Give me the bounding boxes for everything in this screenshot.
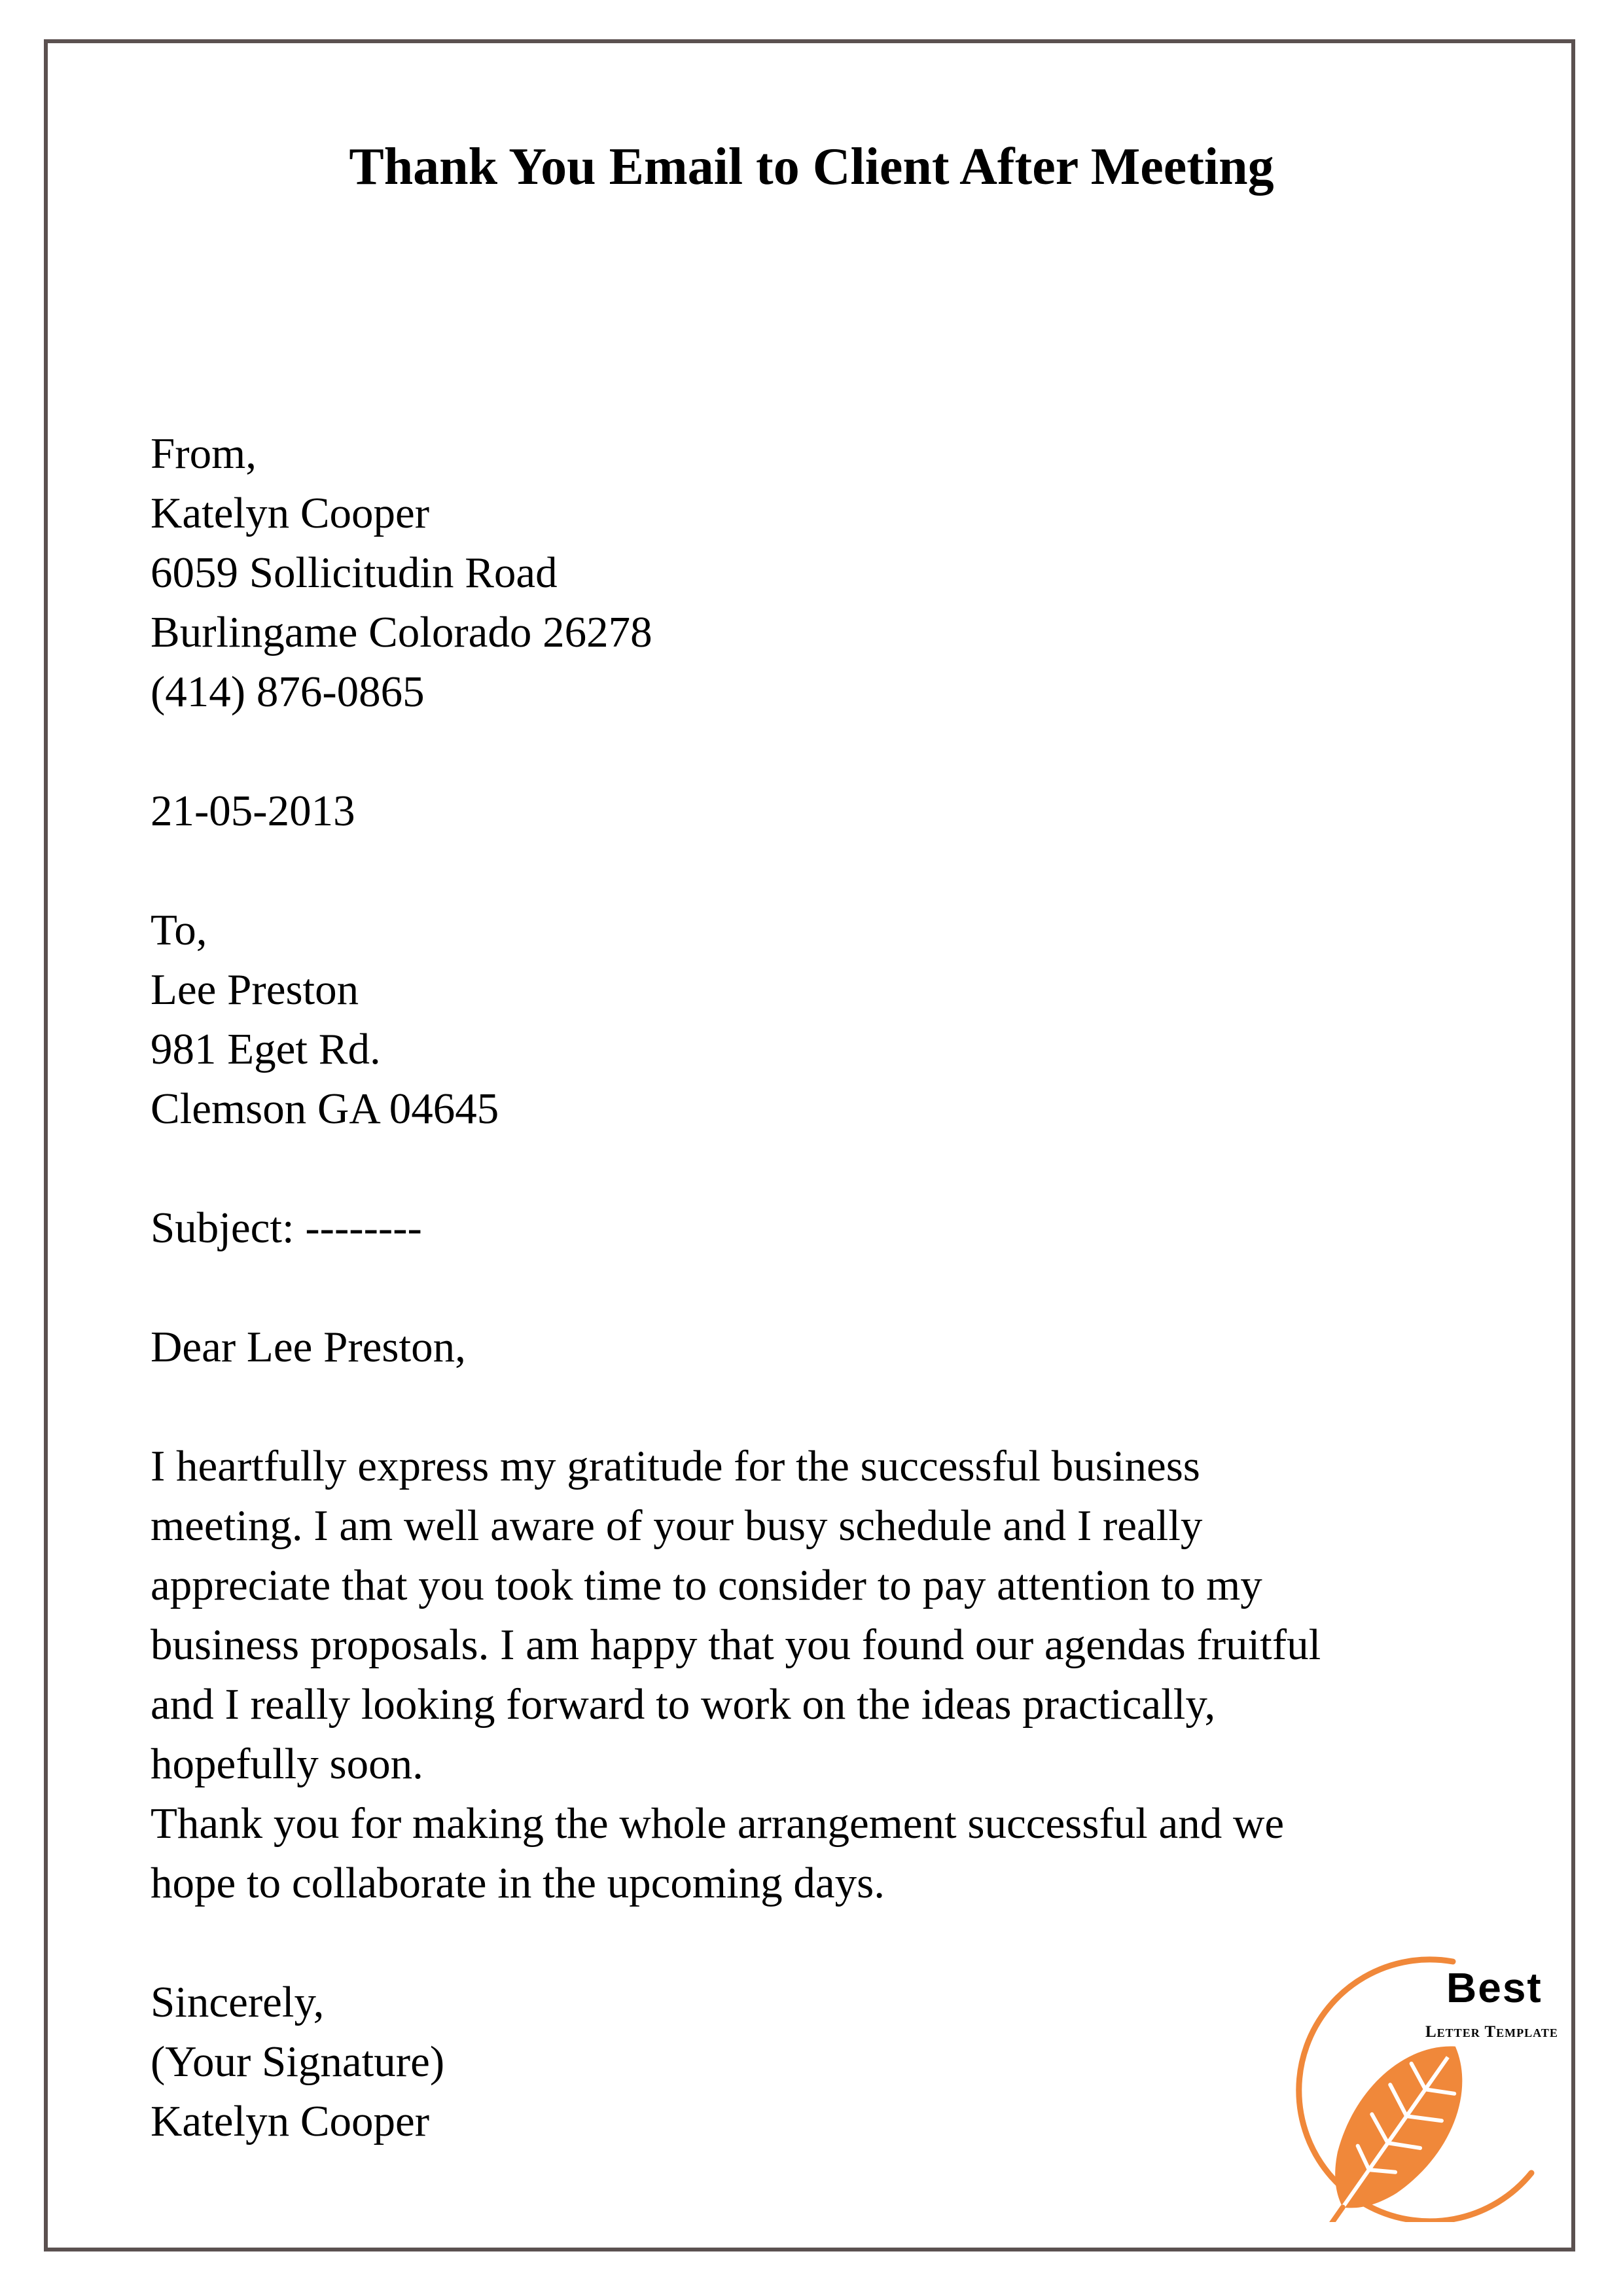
from-heading: From, <box>151 429 257 478</box>
letter-body <box>151 424 1499 2151</box>
logo-subtitle-text: Letter Template <box>1425 2023 1558 2041</box>
logo-best-text: Best <box>1446 1964 1543 2011</box>
recipient-street: 981 Eget Rd. <box>151 1025 381 1073</box>
feather-quill-icon <box>1294 2020 1493 2222</box>
body-line: hope to collaborate in the upcoming days. <box>151 1859 885 1907</box>
closing-valediction: Sincerely, <box>151 1978 325 2026</box>
recipient-name: Lee Preston <box>151 965 359 1014</box>
salutation: Dear Lee Preston, <box>151 1323 466 1371</box>
closing-signature: (Your Signature) <box>151 2037 445 2086</box>
recipient-city: Clemson GA 04645 <box>151 1085 499 1133</box>
body-line: appreciate that you took time to consider to pay attention to my <box>151 1561 1262 1609</box>
body-line: I heartfully express my gratitude for the successful business <box>151 1442 1200 1490</box>
sender-city: Burlingame Colorado 26278 <box>151 608 652 656</box>
sender-street: 6059 Sollicitudin Road <box>151 548 558 597</box>
letter-date: 21-05-2013 <box>151 787 355 835</box>
body-line: hopefully soon. <box>151 1740 423 1788</box>
closing-name: Katelyn Cooper <box>151 2097 430 2145</box>
body-line: meeting. I am well aware of your busy schedule and I really <box>151 1501 1203 1550</box>
body-paragraph <box>151 1437 1499 1913</box>
body-line: business proposals. I am happy that you found our agendas fruitful <box>151 1621 1321 1669</box>
subject-line: Subject: -------- <box>151 1204 422 1252</box>
sender-phone: (414) 876-0865 <box>151 668 425 716</box>
page-title: Thank You Email to Client After Meeting <box>349 138 1274 196</box>
body-line: Thank you for making the whole arrangement successful and we <box>151 1799 1285 1848</box>
to-heading: To, <box>151 906 207 954</box>
sender-name: Katelyn Cooper <box>151 489 430 537</box>
body-line: and I really looking forward to work on the ideas practically, <box>151 1680 1216 1729</box>
